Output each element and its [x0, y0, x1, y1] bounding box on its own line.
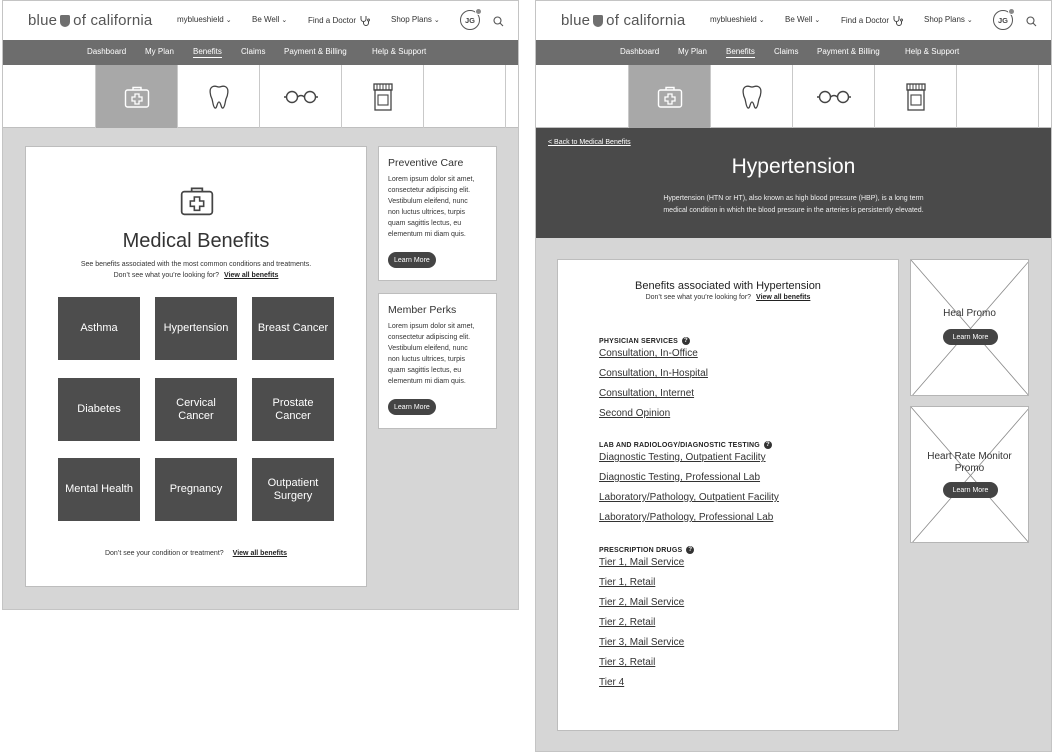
- category-empty: [536, 65, 629, 128]
- benefit-link[interactable]: Laboratory/Pathology, Professional Lab: [599, 512, 774, 523]
- subnav-claims[interactable]: Claims: [241, 47, 266, 56]
- tile-label: [170, 483, 223, 496]
- tile-label-line: Cancer: [275, 409, 311, 422]
- avatar-initials: JG: [997, 15, 1008, 25]
- benefit-link[interactable]: Consultation, Internet: [599, 388, 695, 399]
- nav-be-well[interactable]: [785, 15, 820, 24]
- promo-card-line: quam sagittis lectus, eu: [388, 220, 462, 227]
- learn-more-button[interactable]: Learn More: [388, 399, 436, 415]
- top-header: [3, 1, 518, 40]
- tile-label-line: Prostate: [272, 396, 314, 409]
- promo-card-body: [388, 174, 491, 240]
- user-avatar[interactable]: [460, 10, 480, 30]
- nav-shop-plans[interactable]: [924, 15, 973, 24]
- help-icon[interactable]: ?: [764, 441, 772, 449]
- learn-more-button[interactable]: Learn More: [943, 482, 998, 498]
- nav-shop-plans[interactable]: [391, 15, 440, 24]
- section-heading-text: PRESCRIPTION DRUGS: [599, 546, 683, 554]
- tile-label: [273, 397, 314, 423]
- subnav-payment-billing[interactable]: Payment & Billing: [817, 47, 880, 56]
- dont-see-text: Don’t see what you’re looking for?: [645, 294, 752, 301]
- subnav-my-plan[interactable]: My Plan: [145, 47, 174, 56]
- tile-label-line: Cervical: [176, 396, 216, 409]
- chevron-down-icon: ⌄: [433, 16, 440, 24]
- learn-more-button[interactable]: Learn More: [943, 329, 998, 345]
- tile-label-line: Surgery: [273, 489, 313, 502]
- blue-shield-logo[interactable]: [28, 12, 152, 29]
- category-medical-kit[interactable]: [629, 65, 711, 128]
- avatar-initials: JG: [464, 15, 475, 25]
- learn-more-button[interactable]: Learn More: [388, 252, 436, 268]
- benefits-overview-frame: [2, 0, 519, 610]
- blue-shield-logo[interactable]: [561, 12, 685, 29]
- category-pill-bottle[interactable]: [342, 65, 424, 128]
- chevron-down-icon: ⌄: [758, 16, 765, 24]
- shield-icon: [60, 15, 70, 27]
- tile-label: [268, 477, 319, 503]
- glasses-icon: [284, 90, 318, 104]
- benefit-link[interactable]: Consultation, In-Hospital: [599, 368, 708, 379]
- tooth-icon: [741, 84, 763, 110]
- back-to-medical-benefits-link[interactable]: < Back to Medical Benefits: [548, 139, 631, 146]
- promo-card-line: Lorem ipsum dolor sit amet,: [388, 323, 475, 330]
- benefit-link[interactable]: Tier 2, Retail: [599, 617, 656, 628]
- chevron-down-icon: ⌄: [281, 16, 288, 24]
- page-title: Medical Benefits: [122, 230, 270, 252]
- pill-bottle-icon: [905, 83, 927, 111]
- promo-card-line: consectetur adipiscing elit.: [388, 334, 471, 341]
- condition-description-line: Hypertension (HTN or HT), also known as high blood pressure (HBP), is a long term: [663, 195, 924, 202]
- section-heading-text: PHYSICIAN SERVICES: [599, 337, 678, 345]
- benefit-link[interactable]: Tier 3, Mail Service: [599, 637, 685, 648]
- logo-text-blue: blue: [28, 12, 58, 29]
- category-tooth[interactable]: [711, 65, 793, 128]
- tile-label: [258, 322, 328, 335]
- benefit-category-bar: [536, 65, 1051, 128]
- image-placeholder-icon: [911, 260, 1029, 396]
- nav-myblueshield[interactable]: [177, 15, 232, 24]
- tile-label-line: Asthma: [80, 322, 118, 334]
- subnav-dashboard[interactable]: Dashboard: [87, 47, 127, 56]
- category-glasses[interactable]: [260, 65, 342, 128]
- condition-tile-diabetes[interactable]: [58, 378, 140, 441]
- promo-title: Heal Promo: [943, 308, 996, 319]
- nav-find-a-doctor[interactable]: [841, 15, 903, 26]
- nav-label: myblueshield: [177, 15, 224, 24]
- promo-card-line: non luctus ultrices, turpis: [388, 209, 466, 216]
- category-medical-kit[interactable]: [96, 65, 178, 128]
- benefit-category-bar: [3, 65, 518, 128]
- condition-tile-asthma[interactable]: [58, 297, 140, 360]
- promo-card-title: Member Perks: [388, 304, 457, 316]
- nav-myblueshield[interactable]: [710, 15, 765, 24]
- subnav-help-support[interactable]: Help & Support: [372, 47, 427, 56]
- tile-label: [65, 483, 133, 496]
- promo-placeholder: [910, 406, 1029, 543]
- condition-tile-hypertension[interactable]: [155, 297, 237, 360]
- nav-be-well[interactable]: [252, 15, 287, 24]
- category-empty: [957, 65, 1039, 128]
- chevron-down-icon: ⌄: [225, 16, 232, 24]
- promo-card-member-perks: [378, 293, 497, 429]
- subnav-dashboard[interactable]: Dashboard: [620, 47, 660, 56]
- logo-text-blue: blue: [561, 12, 591, 29]
- footer-text: Don’t see your condition or treatment?: [104, 550, 224, 557]
- promo-card-title: Preventive Care: [388, 157, 464, 169]
- top-header: [536, 1, 1051, 40]
- category-tooth[interactable]: [178, 65, 260, 128]
- benefit-link[interactable]: Tier 1, Retail: [599, 577, 656, 588]
- tile-label-line: Pregnancy: [169, 483, 223, 495]
- subnav-benefits[interactable]: Benefits: [726, 47, 755, 56]
- tile-label-line: Breast Cancer: [257, 322, 329, 334]
- medical-kit-icon: [657, 85, 683, 109]
- medical-benefits-icon-wrap: [179, 185, 215, 222]
- condition-tile-pregnancy[interactable]: [155, 458, 237, 521]
- nav-label: Find a Doctor: [841, 16, 890, 25]
- user-avatar[interactable]: [993, 10, 1013, 30]
- nav-label: Be Well: [785, 15, 813, 24]
- secondary-nav: [536, 40, 1051, 65]
- benefit-link[interactable]: Tier 2, Mail Service: [599, 597, 685, 608]
- promo-card-body: [388, 321, 491, 387]
- promo-card-line: elementum mi diam quis.: [388, 231, 466, 238]
- tile-label: [80, 322, 117, 335]
- chevron-down-icon: ⌄: [814, 16, 821, 24]
- search-icon: [493, 16, 504, 27]
- promo-card-line: consectetur adipiscing elit.: [388, 187, 471, 194]
- footer-line: [26, 550, 366, 557]
- condition-tile-outpatient-surgery[interactable]: [252, 458, 334, 521]
- tile-label-line: Mental Health: [65, 483, 133, 495]
- condition-title: Hypertension: [731, 155, 856, 178]
- promo-card-line: elementum mi diam quis.: [388, 378, 466, 385]
- benefits-list-title: Benefits associated with Hypertension: [635, 280, 821, 292]
- tile-label-line: Diabetes: [77, 403, 121, 415]
- benefit-link[interactable]: Consultation, In-Office: [599, 348, 698, 359]
- dont-see-line: [558, 294, 898, 301]
- tile-label: [77, 403, 120, 416]
- category-empty: [3, 65, 96, 128]
- condition-description-line: medical condition in which the blood pressure in the arteries is persistently elevated.: [663, 207, 924, 214]
- nav-label: Shop Plans: [924, 15, 965, 24]
- promo-card-preventive-care: [378, 146, 497, 281]
- tile-label: [164, 322, 229, 335]
- promo-placeholder: [910, 259, 1029, 396]
- section-heading-text: LAB AND RADIOLOGY/DIAGNOSTIC TESTING: [599, 441, 760, 449]
- medical-kit-icon: [179, 185, 215, 217]
- view-all-benefits-link[interactable]: View all benefits: [224, 272, 279, 279]
- notification-dot: [475, 8, 482, 15]
- benefit-section-heading: [599, 337, 690, 345]
- intro-text: See benefits associated with the most common conditions and treatments.: [80, 261, 312, 268]
- category-pill-bottle[interactable]: [875, 65, 957, 128]
- subnav-claims[interactable]: Claims: [774, 47, 799, 56]
- tile-label-line: Cancer: [178, 409, 214, 422]
- benefit-section-heading: [599, 441, 772, 449]
- tile-label-line: Hypertension: [163, 322, 229, 334]
- help-icon[interactable]: ?: [686, 546, 694, 554]
- benefit-section-heading: [599, 546, 694, 554]
- benefits-list-card: [557, 259, 899, 731]
- benefit-link[interactable]: Diagnostic Testing, Outpatient Facility: [599, 452, 766, 463]
- tooth-icon: [208, 84, 230, 110]
- dont-see-text: Don’t see what you’re looking for?: [113, 272, 220, 279]
- condition-hero: [536, 128, 1051, 238]
- footer-view-all-link[interactable]: View all benefits: [232, 550, 288, 557]
- category-empty: [424, 65, 506, 128]
- nav-label: Shop Plans: [391, 15, 432, 24]
- logo-text-california: of california: [73, 12, 153, 29]
- view-all-benefits-link[interactable]: View all benefits: [756, 294, 811, 301]
- benefit-link[interactable]: Diagnostic Testing, Professional Lab: [599, 472, 761, 483]
- help-icon[interactable]: ?: [682, 337, 690, 345]
- pill-bottle-icon: [372, 83, 394, 111]
- promo-card-line: Vestibulum eleifend, nunc: [388, 198, 468, 205]
- benefit-link[interactable]: Tier 3, Retail: [599, 657, 656, 668]
- subnav-help-support[interactable]: Help & Support: [905, 47, 960, 56]
- medical-benefits-card: [25, 146, 367, 587]
- shield-icon: [593, 15, 603, 27]
- category-glasses[interactable]: [793, 65, 875, 128]
- nav-label: Find a Doctor: [308, 16, 357, 25]
- notification-dot: [1008, 8, 1015, 15]
- promo-title: Promo: [954, 463, 985, 474]
- benefit-link[interactable]: Tier 1, Mail Service: [599, 557, 685, 568]
- subnav-my-plan[interactable]: My Plan: [678, 47, 707, 56]
- search-button[interactable]: [1026, 14, 1037, 25]
- search-icon: [1026, 16, 1037, 27]
- nav-label: Be Well: [252, 15, 280, 24]
- dont-see-line: [26, 272, 366, 279]
- promo-card-line: Lorem ipsum dolor sit amet,: [388, 176, 475, 183]
- stethoscope-icon: [892, 15, 903, 26]
- search-button[interactable]: [493, 14, 504, 25]
- logo-text-california: of california: [606, 12, 686, 29]
- condition-tile-cervical-cancer[interactable]: [155, 378, 237, 441]
- nav-find-a-doctor[interactable]: [308, 15, 370, 26]
- condition-description: [536, 193, 1051, 217]
- condition-tile-mental-health[interactable]: [58, 458, 140, 521]
- benefit-link[interactable]: Second Opinion: [599, 408, 671, 419]
- tile-label-line: Outpatient: [267, 476, 319, 489]
- tile-label: [176, 397, 216, 423]
- image-placeholder-icon: [911, 407, 1029, 543]
- condition-tile-breast-cancer[interactable]: [252, 297, 334, 360]
- benefit-link[interactable]: Tier 4: [599, 677, 625, 688]
- medical-kit-icon: [124, 85, 150, 109]
- promo-card-line: Vestibulum eleifend, nunc: [388, 345, 468, 352]
- subnav-benefits[interactable]: Benefits: [193, 47, 222, 56]
- hypertension-detail-frame: [535, 0, 1052, 752]
- nav-label: myblueshield: [710, 15, 757, 24]
- benefit-link[interactable]: Laboratory/Pathology, Outpatient Facility: [599, 492, 779, 503]
- condition-tile-prostate-cancer[interactable]: [252, 378, 334, 441]
- promo-card-line: quam sagittis lectus, eu: [388, 367, 462, 374]
- promo-title: Heart Rate Monitor: [927, 451, 1012, 462]
- chevron-down-icon: ⌄: [966, 16, 973, 24]
- glasses-icon: [817, 90, 851, 104]
- subnav-payment-billing[interactable]: Payment & Billing: [284, 47, 347, 56]
- promo-card-line: non luctus ultrices, turpis: [388, 356, 466, 363]
- stethoscope-icon: [359, 15, 370, 26]
- secondary-nav: [3, 40, 518, 65]
